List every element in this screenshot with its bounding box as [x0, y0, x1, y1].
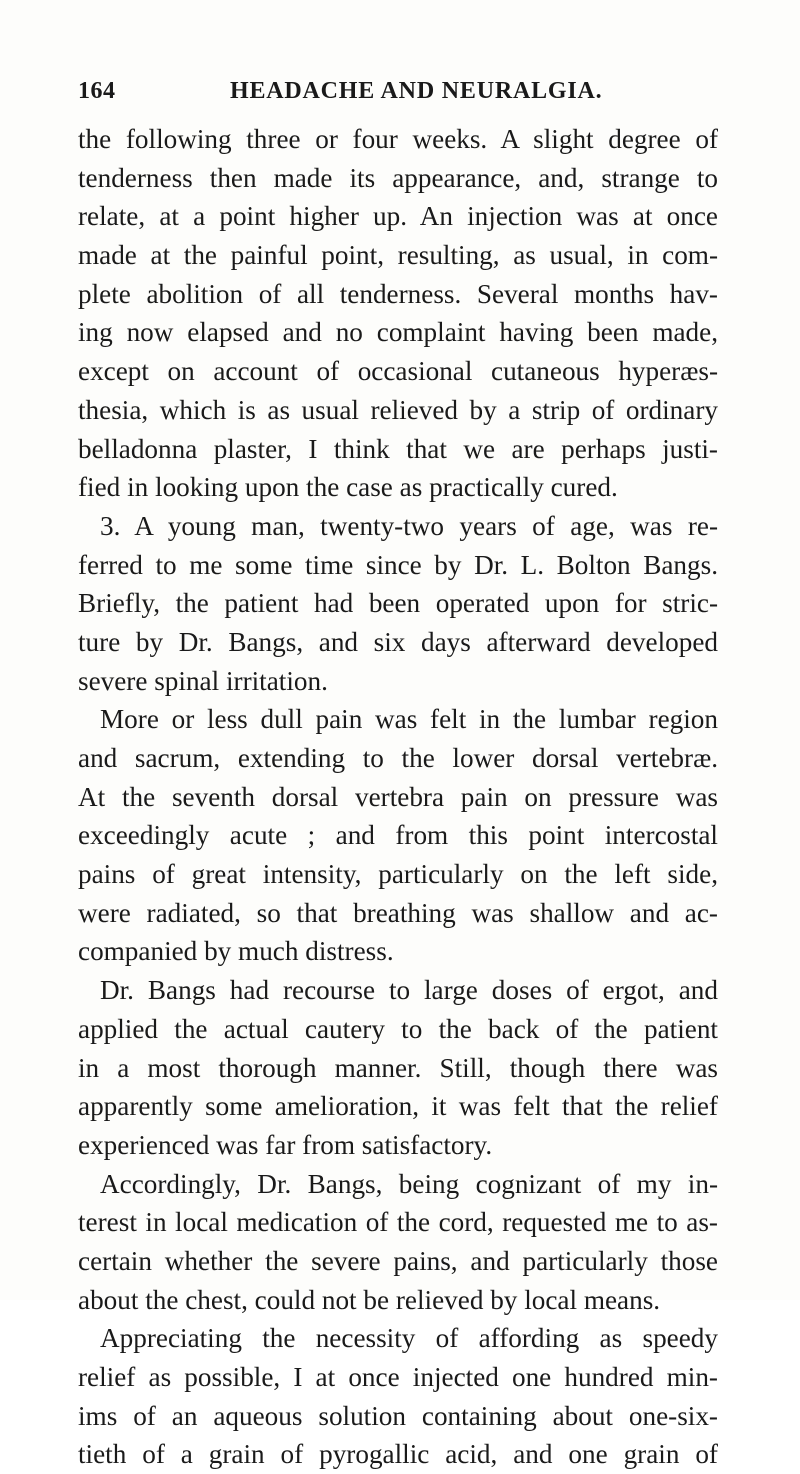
text-line: except on account of occasional cutaneous hyperæs-: [78, 356, 718, 387]
text-line: Briefly, the patient had been operated upon for stric-: [78, 588, 718, 619]
running-head: [78, 78, 700, 114]
text-line: and sacrum, extending to the lower dorsal vertebræ.: [78, 743, 718, 773]
text-line: certain whether the severe pains, and particularly those: [78, 1245, 718, 1276]
text-line: relief as possible, I at once injected one hundred min-: [78, 1362, 718, 1392]
text-line: were radiated, so that breathing was shallow and ac-: [78, 897, 718, 928]
text-line: apparently some amelioration, it was felt that the relief: [78, 1091, 718, 1122]
text-line: made at the painful point, resulting, as usual, in com-: [78, 240, 718, 271]
text-line: Accordingly, Dr. Bangs, being cognizant of my in-: [100, 1168, 718, 1199]
text-line: pains of great intensity, particularly on the left side,: [78, 859, 718, 890]
text-line: ing now elapsed and no complaint having been made,: [78, 317, 718, 348]
text-line: thesia, which is as usual relieved by a strip of ordinary: [78, 394, 718, 425]
text-line: ims of an aqueous solution containing about one-six-: [78, 1400, 718, 1431]
text-line: ferred to me some time since by Dr. L. Bolton Bangs.: [78, 549, 718, 580]
text-line: At the seventh dorsal vertebra pain on pressure was: [78, 781, 718, 812]
text-line: relate, at a point higher up. An injection was at once: [78, 201, 718, 232]
text-line: belladonna plaster, I think that we are perhaps justi-: [78, 433, 718, 464]
text-line: severe spinal irritation.: [78, 665, 328, 696]
text-line: 3. A young man, twenty-two years of age, was re-: [100, 510, 718, 541]
running-title: HEADACHE AND NEURALGIA.: [230, 78, 603, 104]
text-line: Appreciating the necessity of affording as speedy: [100, 1323, 718, 1354]
text-line: tieth of a grain of pyrogallic acid, and one grain of: [78, 1439, 718, 1470]
text-line: about the chest, could not be relieved by local means.: [78, 1284, 661, 1315]
text-line: in a most thorough manner. Still, though there was: [78, 1052, 718, 1083]
text-line: experienced was far from satisfactory.: [78, 1129, 493, 1160]
text-line: Dr. Bangs had recourse to large doses of ergot, and: [100, 975, 718, 1006]
text-line: exceedingly acute ; and from this point intercostal: [78, 820, 718, 851]
page-number: 164: [78, 78, 116, 104]
text-line: More or less dull pain was felt in the lumbar region: [100, 704, 718, 735]
text-line: applied the actual cautery to the back of the patient: [78, 1013, 718, 1044]
text-line: plete abolition of all tenderness. Several months hav-: [78, 278, 718, 309]
body-text: [78, 120, 718, 1474]
text-line: ture by Dr. Bangs, and six days afterward developed: [78, 626, 718, 657]
text-line: terest in local medication of the cord, requested me to as-: [78, 1207, 718, 1238]
text-line: fied in looking upon the case as practically cured.: [78, 472, 618, 503]
text-line: the following three or four weeks. A slight degree of: [78, 124, 718, 154]
text-line: companied by much distress.: [78, 936, 394, 967]
text-line: tenderness then made its appearance, and, strange to: [78, 162, 718, 193]
